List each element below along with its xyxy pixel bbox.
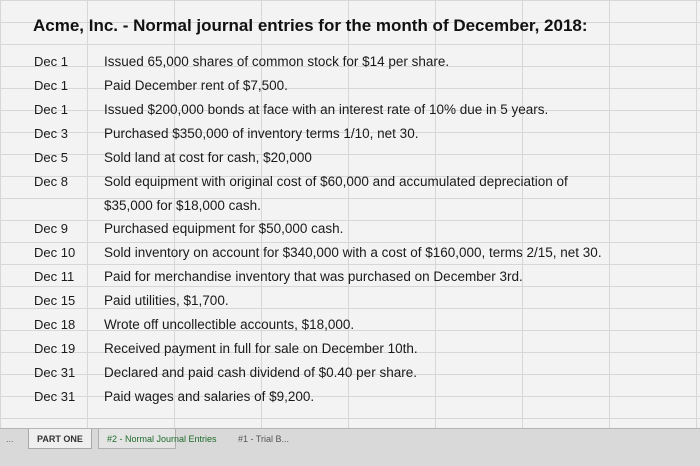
- tab-part-one[interactable]: PART ONE: [28, 429, 92, 449]
- journal-entry-row: [0, 100, 700, 122]
- entry-date: Dec 3: [34, 126, 68, 141]
- entry-date: Dec 1: [34, 102, 68, 117]
- entry-description: Sold equipment with original cost of $60,000 and accumulated depreciation of: [104, 174, 568, 189]
- tab-trial-balance[interactable]: #1 - Trial B...: [238, 434, 290, 444]
- entry-description: Wrote off uncollectible accounts, $18,000.: [104, 317, 355, 332]
- journal-entry-row: [0, 52, 700, 74]
- journal-entry-row: [0, 196, 700, 218]
- entry-description: Declared and paid cash dividend of $0.40 per share.: [104, 365, 417, 380]
- entry-description: Issued 65,000 shares of common stock for $14 per share.: [104, 54, 450, 69]
- entry-date: Dec 8: [34, 174, 68, 189]
- tab-scroll-dots[interactable]: ...: [6, 434, 14, 444]
- entry-date: Dec 19: [34, 341, 76, 356]
- entry-date: Dec 18: [34, 317, 76, 332]
- journal-entry-row: [0, 219, 700, 241]
- entry-description: Paid for merchandise inventory that was purchased on December 3rd.: [104, 269, 523, 284]
- journal-entry-row: [0, 387, 700, 409]
- sheet-tab-bar: [0, 428, 700, 466]
- journal-entry-row: [0, 124, 700, 146]
- journal-entry-row: [0, 76, 700, 98]
- entry-description: Sold land at cost for cash, $20,000: [104, 150, 312, 165]
- entry-description: Received payment in full for sale on December 10th.: [104, 341, 418, 356]
- entry-description: $35,000 for $18,000 cash.: [104, 198, 261, 213]
- journal-entry-row: [0, 363, 700, 385]
- entry-date: Dec 11: [34, 269, 75, 284]
- entry-description: Issued $200,000 bonds at face with an interest rate of 10% due in 5 years.: [104, 102, 549, 117]
- journal-entry-row: [0, 172, 700, 194]
- entry-date: Dec 1: [34, 54, 68, 69]
- entry-date: Dec 15: [34, 293, 76, 308]
- journal-entry-row: [0, 267, 700, 289]
- entry-description: Purchased equipment for $50,000 cash.: [104, 221, 344, 236]
- journal-entry-row: [0, 148, 700, 170]
- entry-description: Paid utilities, $1,700.: [104, 293, 229, 308]
- entry-date: Dec 31: [34, 389, 76, 404]
- entry-description: Purchased $350,000 of inventory terms 1/10, net 30.: [104, 126, 419, 141]
- journal-entry-row: [0, 291, 700, 313]
- entry-description: Sold inventory on account for $340,000 with a cost of $160,000, terms 2/15, net 30.: [104, 245, 602, 260]
- journal-entry-row: [0, 339, 700, 361]
- entry-description: Paid December rent of $7,500.: [104, 78, 288, 93]
- journal-entry-row: [0, 315, 700, 337]
- entry-date: Dec 9: [34, 221, 68, 236]
- entry-date: Dec 10: [34, 245, 76, 260]
- entry-date: Dec 5: [34, 150, 68, 165]
- sheet-title: Acme, Inc. - Normal journal entries for the month of December, 2018:: [33, 16, 588, 35]
- entry-description: Paid wages and salaries of $9,200.: [104, 389, 315, 404]
- tab-normal-journal-entries[interactable]: #2 - Normal Journal Entries: [98, 429, 176, 449]
- entry-date: Dec 31: [34, 365, 76, 380]
- entry-date: Dec 1: [34, 78, 68, 93]
- journal-entry-row: [0, 243, 700, 265]
